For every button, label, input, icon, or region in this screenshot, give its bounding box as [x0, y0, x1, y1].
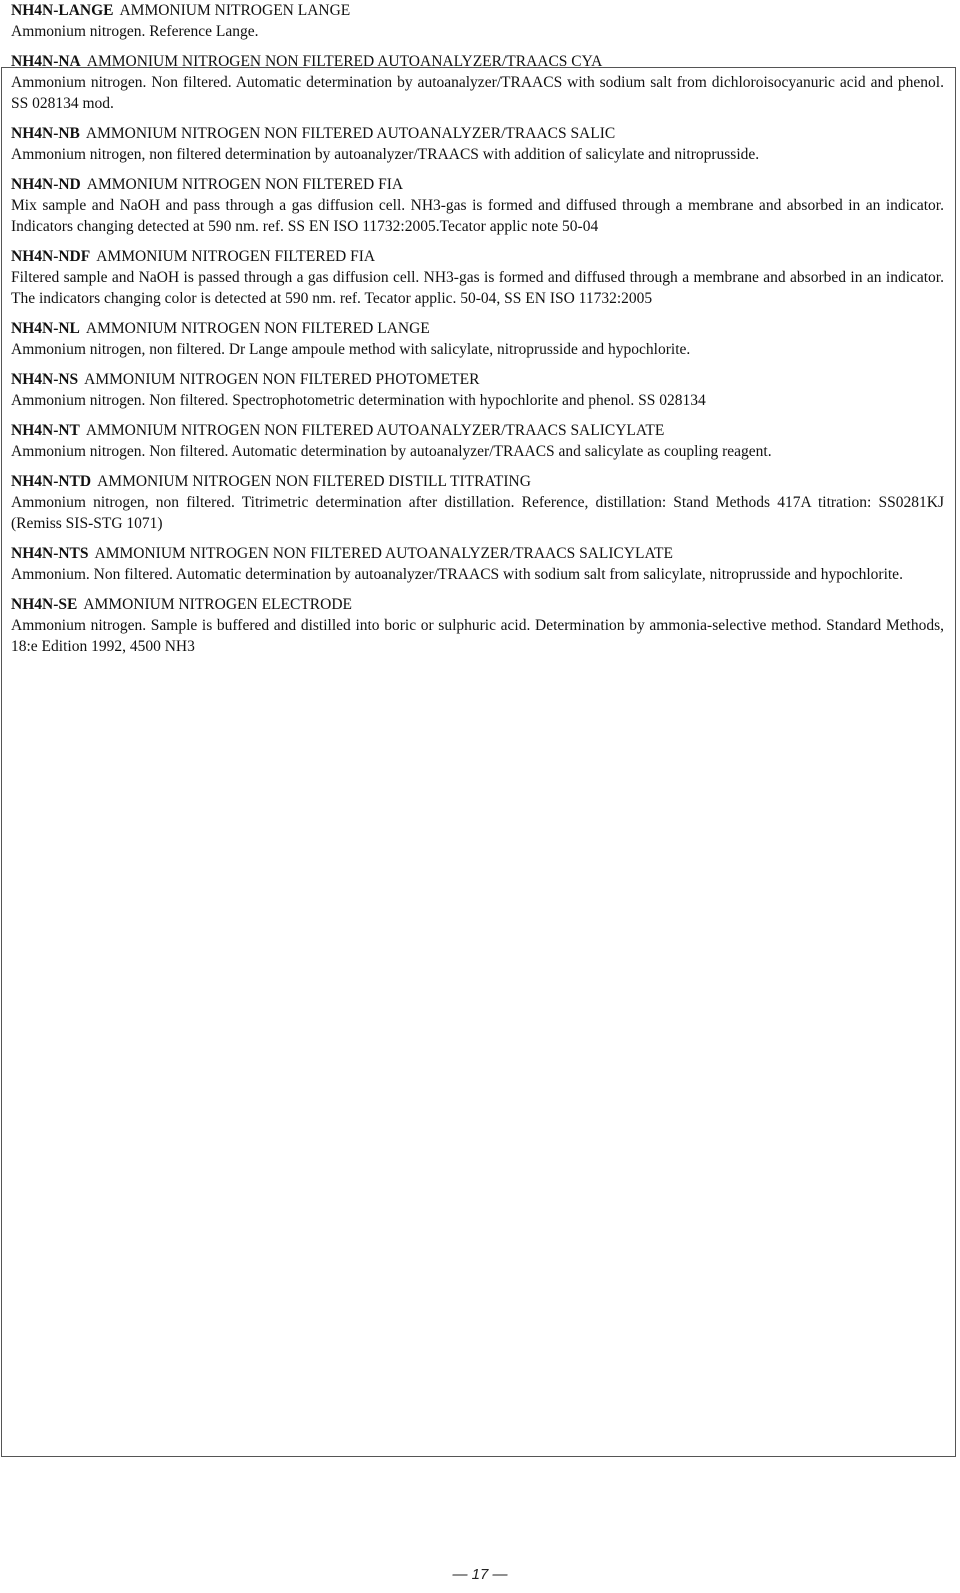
method-code: NH4N-NL	[11, 320, 80, 337]
method-entry	[11, 51, 944, 114]
method-code: NH4N-NDF	[11, 248, 91, 265]
method-description: Ammonium nitrogen. Non filtered. Automatic determination by autoanalyzer/TRAACS and salicylate as coupling reagent.	[11, 443, 772, 460]
method-entry	[11, 246, 944, 309]
method-code: NH4N-NTD	[11, 473, 92, 490]
method-description: Ammonium nitrogen. Reference Lange.	[11, 23, 259, 40]
method-entry	[11, 318, 944, 360]
method-entry	[11, 369, 944, 411]
method-title: AMMONIUM NITROGEN FILTERED FIA	[96, 248, 376, 265]
method-description: Mix sample and NaOH and pass through a gas diffusion cell. NH3-gas is formed and diffused through a membrane and absorbed in an indicator. Indicators changing detected at 590 nm. ref. SS EN ISO 11732:2005.Tecator applic note 50-04	[11, 197, 944, 235]
method-heading	[11, 318, 944, 339]
method-code: NH4N-NT	[11, 422, 80, 439]
entry-list	[11, 0, 944, 666]
method-title: AMMONIUM NITROGEN NON FILTERED FIA	[86, 176, 404, 193]
page-number: — 17 —	[452, 1566, 508, 1583]
method-heading	[11, 123, 944, 144]
method-entry	[11, 594, 944, 657]
method-code: NH4N-SE	[11, 596, 78, 613]
method-heading	[11, 0, 944, 21]
method-entry	[11, 174, 944, 237]
method-heading	[11, 246, 944, 267]
method-heading	[11, 420, 944, 441]
method-title: AMMONIUM NITROGEN NON FILTERED AUTOANALYZER/TRAACS SALICYLATE	[85, 422, 665, 439]
method-title: AMMONIUM NITROGEN LANGE	[119, 2, 351, 19]
method-heading	[11, 471, 944, 492]
method-code: NH4N-ND	[11, 176, 81, 193]
method-title: AMMONIUM NITROGEN NON FILTERED AUTOANALYZER/TRAACS SALIC	[85, 125, 616, 142]
method-heading	[11, 174, 944, 195]
method-heading	[11, 543, 944, 564]
method-title: AMMONIUM NITROGEN NON FILTERED AUTOANALYZER/TRAACS CYA	[86, 53, 603, 70]
method-description: Ammonium nitrogen, non filtered. Dr Lange ampoule method with salicylate, nitroprusside and hypochlorite.	[11, 341, 691, 358]
method-code: NH4N-NS	[11, 371, 79, 388]
method-code: NH4N-LANGE	[11, 2, 114, 19]
method-description: Ammonium. Non filtered. Automatic determination by autoanalyzer/TRAACS with sodium salt from salicylate, nitroprusside and hypochlorite.	[11, 566, 903, 583]
method-title: AMMONIUM NITROGEN NON FILTERED LANGE	[85, 320, 430, 337]
method-code: NH4N-NA	[11, 53, 81, 70]
method-entry	[11, 543, 944, 585]
method-title: AMMONIUM NITROGEN ELECTRODE	[83, 596, 352, 613]
method-code: NH4N-NTS	[11, 545, 89, 562]
method-description: Filtered sample and NaOH is passed through a gas diffusion cell. NH3-gas is formed and diffused through a membrane and absorbed in an indicator. The indicators changing color is detected at 590 nm. ref. Tecator applic. 50-04, SS EN ISO 11732:2005	[11, 269, 944, 307]
method-description: Ammonium nitrogen. Sample is buffered and distilled into boric or sulphuric acid. Determination by ammonia-selective method. Standard Methods, 18:e Edition 1992, 4500 NH3	[11, 617, 944, 655]
method-entry	[11, 123, 944, 165]
method-entry	[11, 471, 944, 534]
method-title: AMMONIUM NITROGEN NON FILTERED PHOTOMETER	[84, 371, 480, 388]
method-entry	[11, 0, 944, 42]
method-description: Ammonium nitrogen, non filtered. Titrimetric determination after distillation. Reference, distillation: Stand Methods 417A titration: SS0281KJ (Remiss SIS-STG 1071)	[11, 494, 944, 532]
method-title: AMMONIUM NITROGEN NON FILTERED DISTILL TITRATING	[97, 473, 531, 490]
method-heading	[11, 51, 944, 72]
method-description: Ammonium nitrogen. Non filtered. Automatic determination by autoanalyzer/TRAACS with sodium salt from dichloroisocyanuric acid and phenol. SS 028134 mod.	[11, 74, 944, 112]
method-heading	[11, 369, 944, 390]
method-title: AMMONIUM NITROGEN NON FILTERED AUTOANALYZER/TRAACS SALICYLATE	[94, 545, 673, 562]
method-heading	[11, 594, 944, 615]
method-entry	[11, 420, 944, 462]
method-description: Ammonium nitrogen, non filtered determination by autoanalyzer/TRAACS with addition of salicylate and nitroprusside.	[11, 146, 760, 163]
method-code: NH4N-NB	[11, 125, 80, 142]
method-description: Ammonium nitrogen. Non filtered. Spectrophotometric determination with hypochlorite and phenol. SS 028134	[11, 392, 706, 409]
